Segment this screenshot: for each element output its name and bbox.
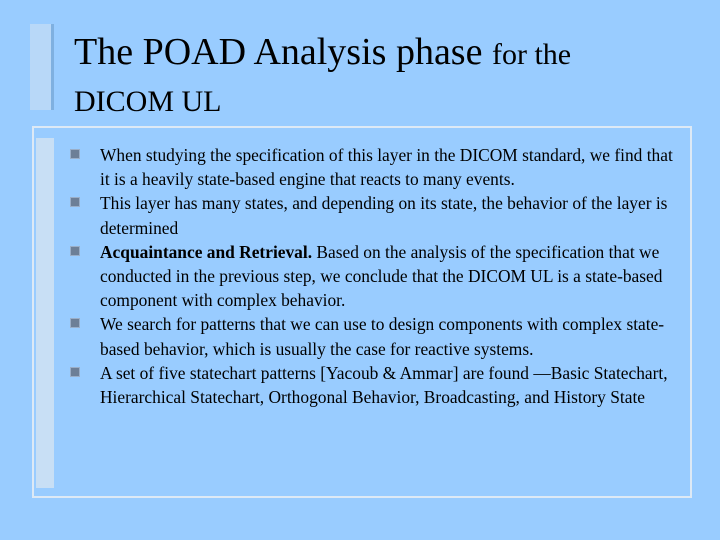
content-accent-bar (36, 138, 54, 488)
slide-title (74, 30, 694, 120)
bullet-square-icon (70, 318, 80, 328)
bullet-item-1 (70, 143, 682, 191)
bullet-item-3 (70, 240, 682, 313)
title-for: for the (491, 38, 572, 71)
bullet-list (70, 143, 682, 409)
bullet-text: This layer has many states, and depending on its state, the behavior of the layer is determined (100, 193, 668, 238)
title-accent-bar (30, 24, 54, 110)
bullet-lead-text: Acquaintance and Retrieval. (100, 241, 313, 262)
bullet-item-5 (70, 361, 682, 409)
bullet-text: Based on the analysis of the specification that we conducted in the previous step, we conclude that the DICOM UL is a state-based component with complex behavior. (100, 241, 663, 311)
bullet-text: We search for patterns that we can use to design components with complex state-based behavior, which is usually the case for reactive systems. (100, 314, 665, 359)
bullet-item-4 (70, 312, 682, 360)
bullet-square-icon (70, 197, 80, 207)
bullet-text: A set of five statechart patterns [Yacoub & Ammar] are found —Basic Statechart, Hierarchical Statechart, Orthogonal Behavior, Broadcasting, and History State (100, 362, 668, 408)
title-main: The POAD Analysis phase (74, 31, 483, 73)
title-line-2: DICOM UL (74, 84, 222, 118)
bullet-square-icon (70, 149, 80, 159)
bullet-item-2 (70, 191, 682, 239)
bullet-text: When studying the specification of this layer in the DICOM standard, we find that it is a heavily state-based engine that reacts to many events. (100, 145, 673, 190)
bullet-square-icon (70, 367, 80, 377)
bullet-square-icon (70, 246, 80, 256)
